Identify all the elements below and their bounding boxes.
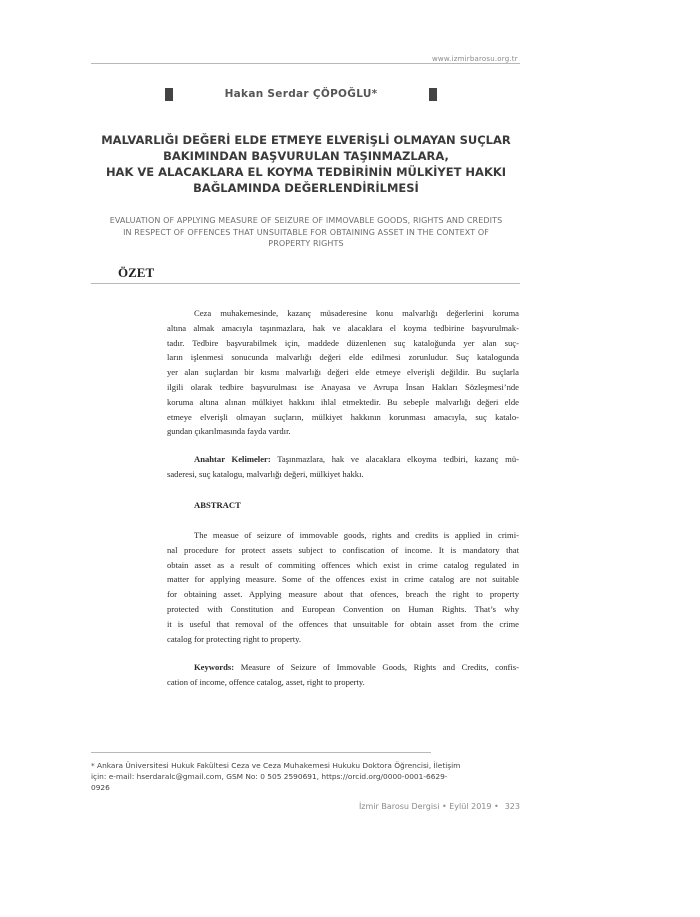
keywords-tr-text: Taşınmazlara, hak ve alacaklara elkoyma tedbiri, kazanç mü- bbox=[270, 454, 519, 464]
footnote-rule bbox=[91, 752, 431, 753]
footnote-line: * Ankara Üniversitesi Hukuk Fakültesi Ceza ve Ceza Muhakemesi Hukuku Doktora Öğrencisi, İletişim bbox=[91, 761, 461, 770]
ozet-line: tadır. Tedbire başvurabilmek için, maddede düzenlenen suç kataloğunda yer alan suç- bbox=[167, 337, 519, 348]
abstract-paragraph bbox=[167, 528, 519, 646]
site-url: www.izmirbarosu.org.tr bbox=[432, 55, 518, 63]
abstract-line: obtain asset as a result of commiting offences which exist in crime catalog regulated in bbox=[167, 559, 519, 570]
ozet-line: etmeye elverişli olmayan suçların, mülkiyet hakkının korunması amacıyla, suç katalo- bbox=[167, 411, 519, 422]
english-title-line: IN RESPECT OF OFFENCES THAT UNSUITABLE FOR OBTAINING ASSET IN THE CONTEXT OF bbox=[123, 227, 489, 237]
english-title-line: EVALUATION OF APPLYING MEASURE OF SEIZURE OF IMMOVABLE GOODS, RIGHTS AND CREDITS bbox=[109, 216, 503, 225]
abstract-line: nal procedure for protect assets subject to confiscation of income. It is mandatory that bbox=[167, 544, 519, 555]
keywords-tr-line bbox=[167, 452, 519, 467]
author-row bbox=[165, 88, 437, 102]
ozet-line: yer alan suçlardan bir kısmı malvarlığı değeri elde etmeye elverişli değildir. Bu suçlarla bbox=[167, 367, 519, 378]
ozet-line: gundan çıkarılmasında fayda vardır. bbox=[167, 426, 291, 437]
author-name: Hakan Serdar ÇÖPOĞLU* bbox=[224, 88, 378, 100]
ozet-rule bbox=[91, 283, 520, 284]
keywords-tr-label: Anahtar Kelimeler: bbox=[194, 454, 271, 464]
title-line: MALVARLIĞI DEĞERİ ELDE ETMEYE ELVERİŞLİ OLMAYAN SUÇLAR bbox=[101, 133, 511, 147]
abstract-line: The measue of seizure of immovable goods, rights and credits is applied in crimi- bbox=[194, 530, 519, 540]
journal-name: İzmir Barosu Dergisi • Eylül 2019 • bbox=[358, 802, 499, 811]
keywords-en-text: Measure of Seizure of Immovable Goods, Rights and Credits, confis- bbox=[234, 662, 519, 672]
abstract-line: it is useful that removal of the offences that unsuitable for obtain asset from the crime bbox=[167, 618, 519, 629]
abstract-line: for obtaining asset. Applying measure about that ofences, breach the right to property bbox=[167, 589, 519, 600]
abstract-line: protected with Constitution and European Convention on Human Rights. That’s why bbox=[167, 603, 519, 614]
page-footer bbox=[346, 802, 520, 811]
abstract-line: matter for applying measure. Some of the offences exist in crime catalog are not suitable bbox=[167, 574, 519, 585]
abstract-line: catalog for protecting right to property. bbox=[167, 633, 302, 644]
ozet-line: koruma altına alınan mülkiyet hakkını ihlal etmektedir. Bu sebeple malvarlığı değeri elde bbox=[167, 396, 519, 407]
title-line: BAĞLAMINDA DEĞERLENDİRİLMESİ bbox=[193, 181, 419, 195]
ozet-line: ilgili olarak tedbire başvurulması ise Anayasa ve Avrupa İnsan Hakları Sözleşmesi’nde bbox=[167, 381, 519, 392]
ozet-line: Ceza muhakemesinde, kazanç müsaderesine konu malvarlığı değerlerini koruma bbox=[194, 308, 519, 318]
author-footnote bbox=[91, 760, 520, 794]
ozet-line: altına almak amacıyla taşınmazlara, hak ve alacaklara el koyma tedbirine başvurulmak- bbox=[167, 322, 519, 333]
english-title-line: PROPERTY RIGHTS bbox=[268, 239, 344, 248]
keywords-en bbox=[167, 660, 519, 690]
abstract-heading: ABSTRACT bbox=[194, 500, 241, 510]
keywords-en-line bbox=[167, 660, 519, 675]
ozet-heading: ÖZET bbox=[118, 265, 155, 280]
footnote-line: için: e-mail: hserdaralc@gmail.com, GSM No: 0 505 2590691, https://orcid.org/0000-0001-6629- bbox=[91, 772, 448, 782]
english-title bbox=[90, 215, 522, 250]
article-title bbox=[90, 132, 522, 196]
keywords-tr-line: saderesi, suç katalogu, malvarlığı değeri, mülkiyet hakkı. bbox=[167, 468, 364, 479]
footnote-line: 0926 bbox=[91, 783, 110, 793]
author-bar-right bbox=[429, 88, 437, 101]
keywords-en-line: cation of income, offence catalog, asset, right to property. bbox=[167, 676, 365, 687]
header-rule bbox=[91, 63, 520, 64]
ozet-paragraph bbox=[167, 306, 519, 439]
keywords-tr bbox=[167, 452, 519, 482]
ozet-line: ların işlenmesi sonucunda malvarlığı değeri elde edilmesi zorunludur. Suç katalogunda bbox=[167, 352, 519, 363]
keywords-en-label: Keywords: bbox=[194, 662, 235, 672]
title-line: BAKIMINDAN BAŞVURULAN TAŞINMAZLARA, bbox=[163, 149, 449, 163]
page-number: 323 bbox=[504, 802, 520, 811]
title-line: HAK VE ALACAKLARA EL KOYMA TEDBİRİNİN MÜLKİYET HAKKI bbox=[105, 165, 507, 179]
